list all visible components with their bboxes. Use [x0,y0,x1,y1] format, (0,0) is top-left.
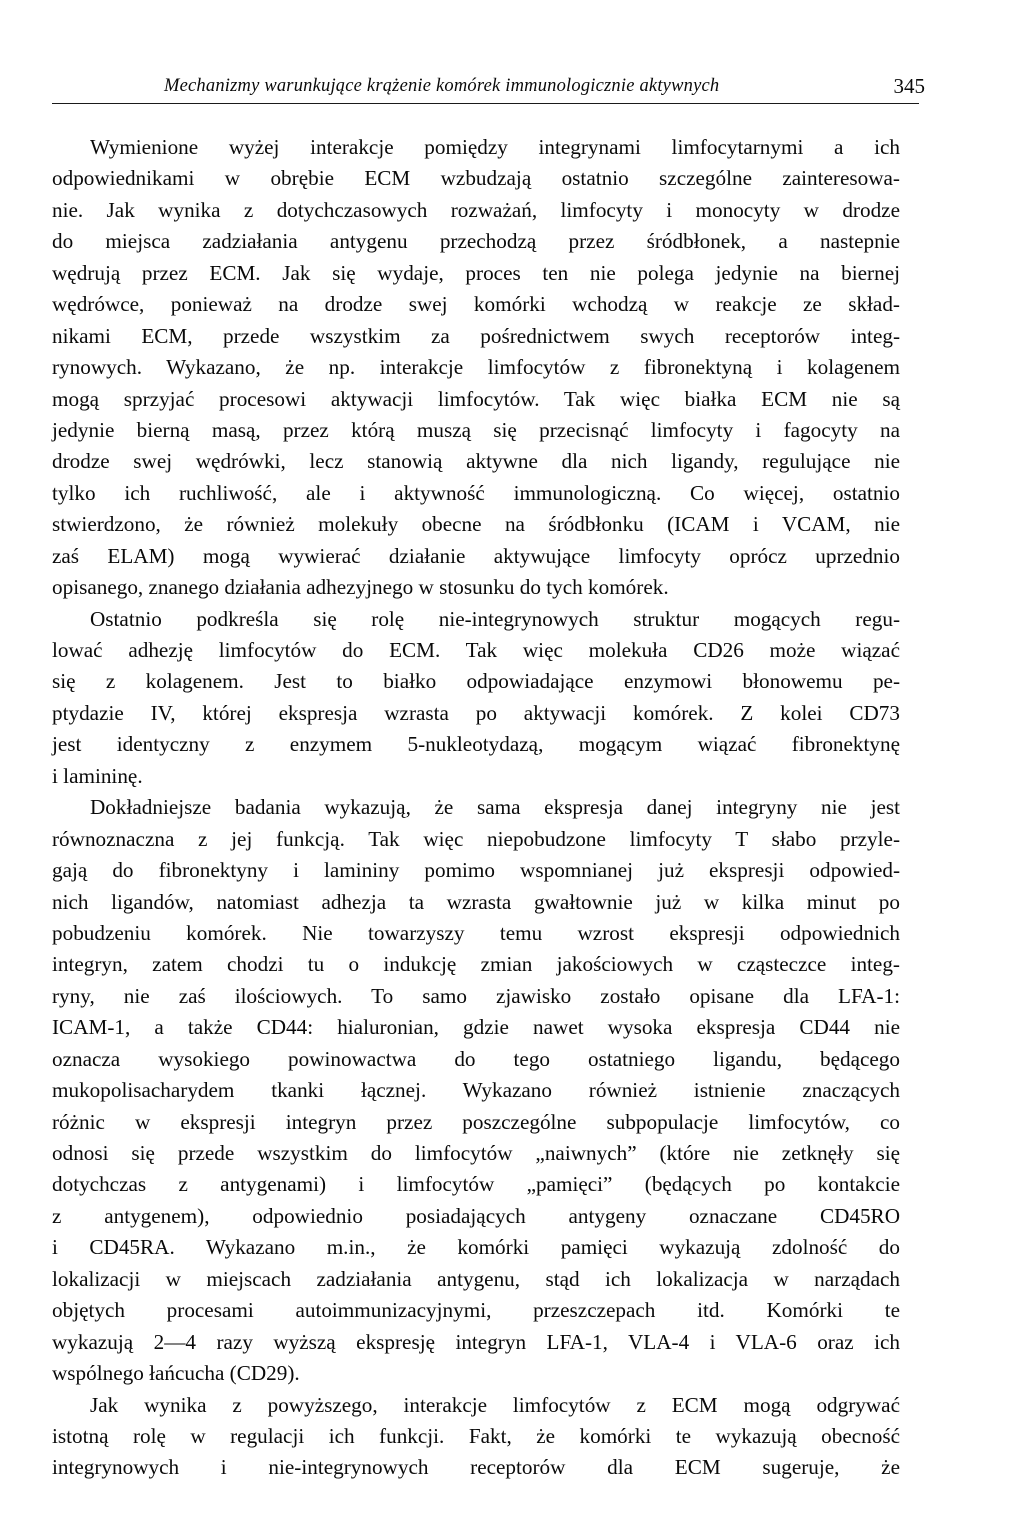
text-line: ptydazie IV, której ekspresja wzrasta po aktywacji komórek. Z kolei CD73 [52,700,900,725]
text-line: wykazują 2—4 razy wyższą ekspresję integryn LFA-1, VLA-4 i VLA-6 oraz ich [52,1329,900,1354]
text-line: do miejsca zadziałania antygenu przechodzą przez śródbłonek, a nastepnie [52,229,900,254]
text-line: tylko ich ruchliwość, ale i aktywność immunologiczną. Co więcej, ostatnio [52,480,900,505]
text-line: z antygenem), odpowiednio posiadających antygeny oznaczane CD45RO [52,1203,900,1228]
text-line: pobudzeniu komórek. Nie towarzyszy temu wzrost ekspresji odpowiednich [52,920,900,945]
text-line: drodze swej wędrówki, lecz stanowią aktywne dla nich ligandy, regulujące nie [52,449,900,474]
text-line: mogą sprzyjać procesowi aktywacji limfocytów. Tak więc białka ECM nie są [52,386,900,411]
text-line: Wymienione wyżej interakcje pomiędzy integrynami limfocytarnymi a ich [90,135,900,159]
text-line: wędrówce, ponieważ na drodze swej komórki wchodzą w reakcje ze skład- [52,292,900,317]
text-line: mukopolisacharydem tkanki łącznej. Wykazano również istnienie znaczących [52,1078,900,1103]
text-line: lokalizacji w miejscach zadziałania antygenu, stąd ich lokalizacja w narządach [52,1266,900,1291]
running-header [52,73,925,104]
text-line: Jak wynika z powyższego, interakcje limfocytów z ECM mogą odgrywać [90,1392,900,1417]
text-line: jedynie bierną masą, przez którą muszą się przecisnąć limfocyty i fagocyty na [52,417,900,442]
text-line: nikami ECM, przede wszystkim za pośrednictwem swych receptorów integ- [52,323,900,348]
text-line: ICAM-1, a także CD44: hialuronian, gdzie nawet wysoka ekspresja CD44 nie [52,1015,900,1040]
text-line: się z kolagenem. Jest to białko odpowiadające enzymowi błonowemu pe- [52,669,900,694]
text-line: oznacza wysokiego powinowactwa do tego ostatniego ligandu, będącego [52,1046,900,1071]
text-line: nie. Jak wynika z dotychczasowych rozważań, limfocyty i monocyty w drodze [52,197,900,222]
text-line: różnic w ekspresji integryn przez poszczególne subpopulacje limfocytów, co [52,1109,900,1134]
text-line: wędrują przez ECM. Jak się wydaje, proces ten nie polega jedynie na biernej [52,260,900,285]
text-line: równoznaczna z jej funkcją. Tak więc niepobudzone limfocyty T słabo przyle- [52,826,900,851]
page-number: 345 [893,74,925,98]
text-line: i lamininę. [52,763,143,788]
text-line: wspólnego łańcucha (CD29). [52,1361,300,1386]
text-line: nich ligandów, natomiast adhezja ta wzrasta gwałtownie już w kilka minut po [52,889,900,914]
text-line: Dokładniejsze badania wykazują, że sama ekspresja danej integryny nie jest [90,795,900,820]
body-text [52,132,900,1484]
text-line: odpowiednikami w obrębie ECM wzbudzają ostatnio szczególne zainteresowa- [52,166,900,191]
text-line: rynowych. Wykazano, że np. interakcje limfocytów z fibronektyną i kolagenem [52,355,900,380]
text-line: objętych procesami autoimmunizacyjnymi, przeszczepach itd. Komórki te [52,1298,900,1323]
text-line: i CD45RA. Wykazano m.in., że komórki pamięci wykazują zdolność do [52,1235,900,1260]
text-line: odnosi się przede wszystkim do limfocytów „naiwnych” (które nie zetknęły się [52,1141,900,1165]
text-line: istotną rolę w regulacji ich funkcji. Fakt, że komórki te wykazują obecność [52,1423,900,1448]
text-line: jest identyczny z enzymem 5-nukleotydazą, mogącym wiązać fibronektynę [52,732,900,757]
text-line: opisanego, znanego działania adhezyjnego w stosunku do tych komórek. [52,575,669,600]
text-line: stwierdzono, że również molekuły obecne na śródbłonku (ICAM i VCAM, nie [52,512,900,537]
text-line: Ostatnio podkreśla się rolę nie-integrynowych struktur mogących regu- [90,606,900,631]
text-line: gają do fibronektyny i lamininy pomimo wspomnianej już ekspresji odpowied- [52,858,900,883]
text-line: zaś ELAM) mogą wywierać działanie aktywujące limfocyty oprócz uprzednio [52,543,900,568]
text-line: integrynowych i nie-integrynowych receptorów dla ECM sugeruje, że [52,1455,900,1480]
text-line: ryny, nie zaś ilościowych. To samo zjawisko zostało opisane dla LFA-1: [52,983,900,1008]
text-line: integryn, zatem chodzi tu o indukcję zmian jakościowych w cząsteczce integ- [52,952,900,977]
text-line: lować adhezję limfocytów do ECM. Tak więc molekuła CD26 może wiązać [52,638,900,662]
text-line: dotychczas z antygenami) i limfocytów „pamięci” (będących po kontakcie [52,1172,900,1197]
running-title: Mechanizmy warunkujące krążenie komórek immunologicznie aktywnych [164,76,720,96]
